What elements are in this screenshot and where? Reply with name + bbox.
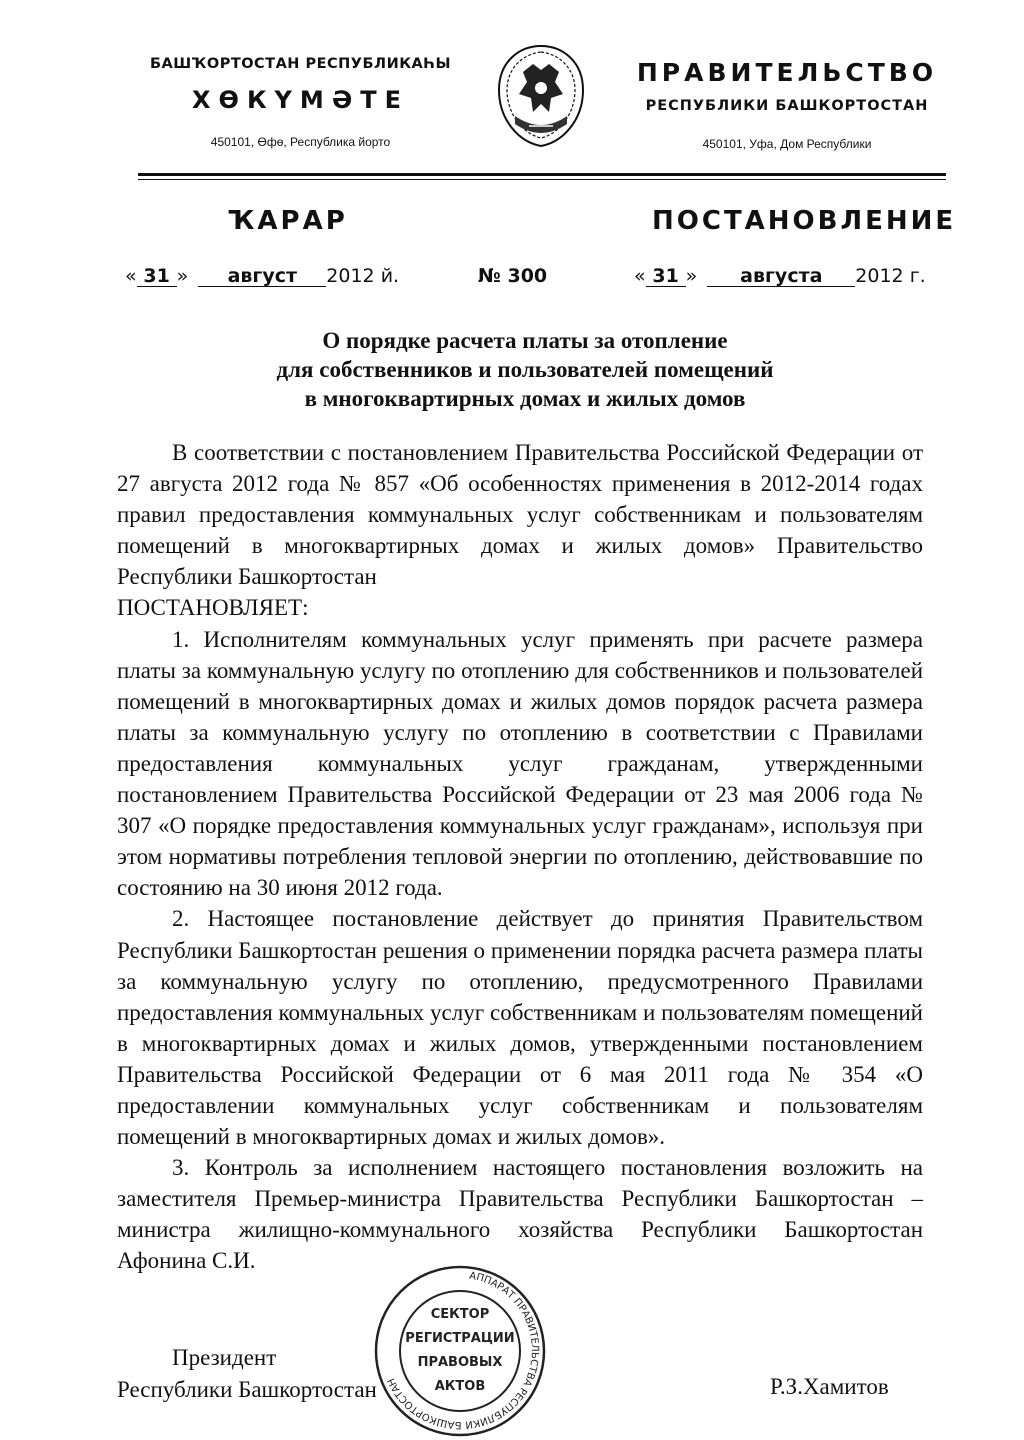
date-left-month: август [198, 266, 326, 287]
document-title [140, 326, 910, 413]
date-left-close-quote: » [176, 265, 189, 287]
date-right-year: 2012 г. [855, 265, 926, 287]
header-right-government: ПРАВИТЕЛЬСТВО [636, 58, 938, 87]
header-left-address: 450101, Өфө, Республика йорто [210, 135, 391, 149]
date-right-day: 31 [646, 266, 686, 287]
date-left-year: 2012 й. [326, 265, 400, 287]
date-right-close-quote: » [685, 265, 698, 287]
doc-kind-russian: ПОСТАНОВЛЕНИЕ [652, 206, 957, 236]
date-right-open-quote: « [634, 265, 646, 287]
signature-position-line2: Республики Башкортостан [117, 1377, 377, 1402]
stamp-center-line3: ПРАВОВЫХ [417, 1355, 503, 1370]
stamp-center-line2: РЕГИСТРАЦИИ [405, 1331, 515, 1346]
title-line: О порядке расчета платы за отопление [322, 328, 728, 353]
item-1-paragraph: 1. Исполнителям коммунальных услуг применять при расчете размера платы за коммунальную услугу по отоплению для собственников и пользователей помещений в многоквартирных домах и жилых домов порядок расчета размера платы за коммунальную услугу по отоплению в соответствии с Правилами предоставления коммунальных услуг гражданам, утвержденными постановлением Правительства Российской Федерации от 23 мая 2006 года № 307 «О порядке предоставления коммунальных услуг гражданам», используя при этом нормативы потребления тепловой энергии по отоплению, действовавшие по состоянию на 30 июня 2012 года. [117, 626, 923, 901]
stamp-ring-text: АППАРАТ ПРАВИТЕЛЬСТВА РЕСПУБЛИКИ БАШКОРТОСТАН [386, 1270, 541, 1431]
stamp-center-line1: СЕКТОР [430, 1307, 490, 1322]
header-left-republic: БАШҠОРТОСТАН РЕСПУБЛИКАҺЫ [149, 56, 452, 72]
preamble-paragraph: В соответствии с постановлением Правительства Российской Федерации от 27 августа 2012 года № 857 «Об особенностях применения в 2012-2014 годах правил предоставления коммунальных услуг собственникам и пользователям помещений в многоквартирных домах и жилых домов» Правительство Республики Башкортостан [117, 440, 923, 590]
item-3-paragraph: 3. Контроль за исполнением настоящего постановления возложить на заместителя Премьер-министра Правительства Республики Башкортостан – министра жилищно-коммунального хозяйства Республики Башкортостан Афонина С.И. [117, 1155, 923, 1274]
doc-number: № 300 [478, 265, 548, 287]
item-2-paragraph: 2. Настоящее постановление действует до принятия Правительством Республики Башкортостан решения о применении порядка расчета размера платы за коммунальную услугу по отоплению, предусмотренного Правилами предоставления коммунальных услуг собственникам и пользователям помещений в многоквартирных домах и жилых домов, утвержденными постановлением Правительства Российской Федерации от 6 мая 2011 года № 354 «О предоставлении коммунальных услуг собственникам и пользователям помещений в многоквартирных домах и жилых домов». [117, 906, 923, 1150]
coat-of-arms-icon [493, 42, 589, 150]
header-divider-thin [138, 179, 946, 180]
header-divider-thick [138, 173, 946, 176]
date-right [634, 265, 926, 287]
header-right-address: 450101, Уфа, Дом Республики [702, 137, 872, 151]
stamp-center-line4: АКТОВ [434, 1379, 486, 1394]
date-left [125, 265, 399, 287]
header-left-government: ХӨКҮМӘТЕ [192, 86, 409, 114]
signature-position-line1: Президент [172, 1345, 277, 1370]
header-right-republic: РЕСПУБЛИКИ БАШКОРТОСТАН [645, 98, 929, 114]
signature-position [117, 1342, 377, 1406]
date-left-day: 31 [137, 266, 177, 287]
date-left-open-quote: « [125, 265, 137, 287]
title-line: в многоквартирных домах и жилых домов [304, 386, 746, 411]
doc-kind-bashkir: ҠАРАР [228, 206, 348, 236]
date-right-month: августа [707, 266, 855, 287]
registration-stamp [370, 1262, 550, 1440]
document-body [117, 437, 923, 1277]
resolves-keyword: ПОСТАНОВЛЯЕТ: [117, 595, 309, 621]
signature-name: Р.З.Хамитов [770, 1374, 889, 1399]
title-line: для собственников и пользователей помещений [276, 357, 774, 382]
